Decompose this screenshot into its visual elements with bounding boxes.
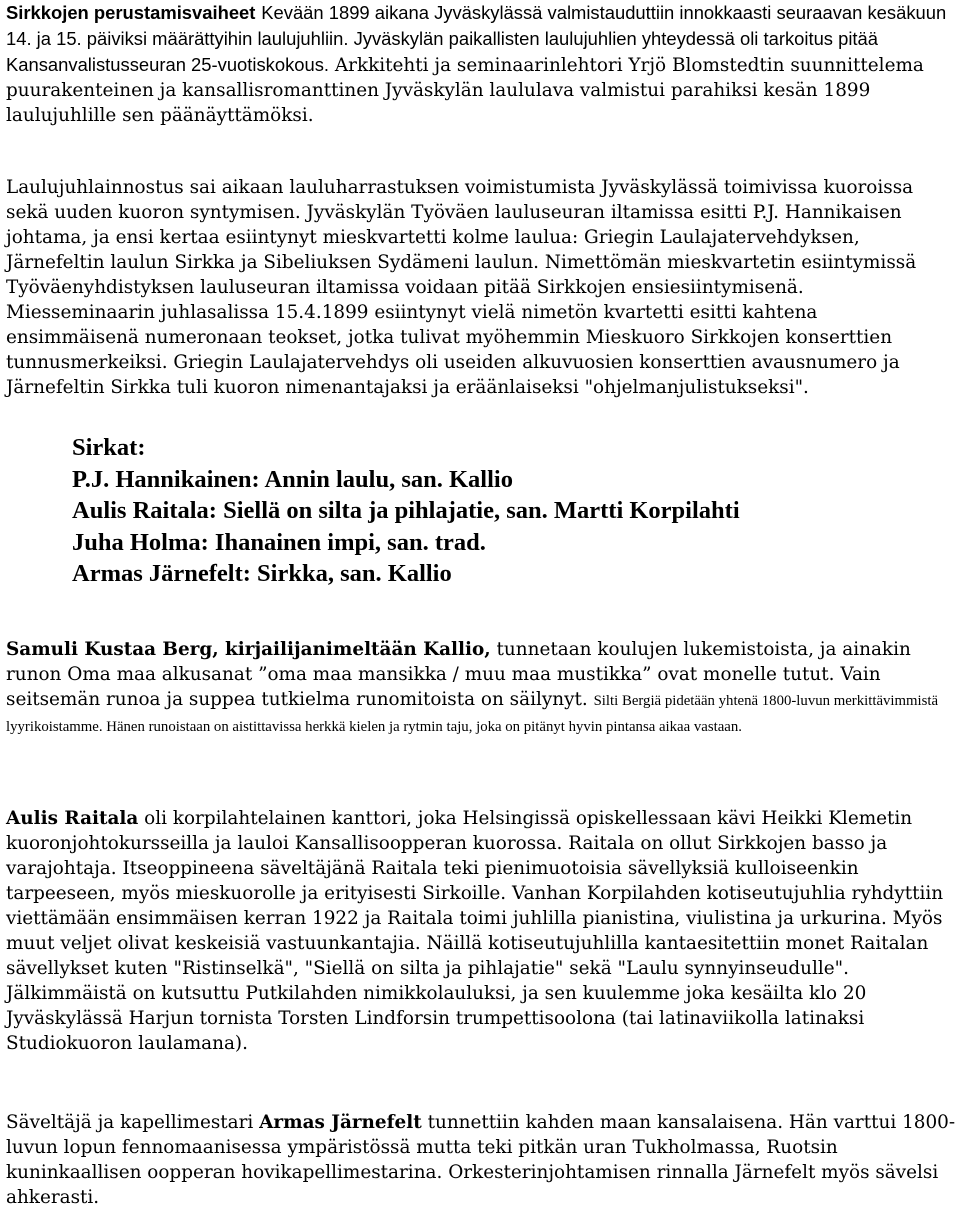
sirkat-item: Juha Holma: Ihanainen impi, san. trad. (72, 528, 486, 556)
kallio-name: Samuli Kustaa Berg, kirjailijanimeltään Kallio, (6, 639, 491, 660)
jarnefelt-pre: Säveltäjä ja kapellimestari (6, 1112, 254, 1133)
raitala-paragraph (6, 806, 956, 1056)
kallio-paragraph (6, 637, 956, 739)
founding-paragraph (6, 0, 956, 128)
sirkat-list (72, 432, 956, 590)
song-festival-paragraph (6, 175, 956, 400)
raitala-text: oli korpilahtelainen kanttori, joka Helsingissä opiskellessaan kävi Heikki Klemetin kuoronjohtokursseilla ja lauloi Kansallisoopperan kuorossa. Raitala on ollut Sirkkojen basso ja varajohtaja. Itseoppineena säveltäjänä Raitala teki pienimuotoisia sävellyksiä kulloiseenkin tarpeeseen, myös mieskuorolle ja erityisesti Sirkoille. Vanhan Korpilahden kotiseutujuhlia ryhdyttiin viettämään ensimmäisen kerran 1922 ja Raitala toimi juhlilla pianistina, viulistina ja urkurina. Myös muut veljet olivat keskeisiä vastuunkantajia. Näillä kotiseutujuhlilla kantaesitettiin monet Raitalan sävellykset kuten "Ristinselkä", "Siellä on silta ja pihlajatie" sekä "Laulu synnyinseudulle". Jälkimmäistä on kutsuttu Putkilahden nimikkolauluksi, ja sen kuulemme joka kesäilta klo 20 Jyväskylässä Harjun tornista Torsten Lindforsin trumpettisoolona (tai latinaviikolla latinaksi Studiokuoron laulamana). (6, 808, 944, 1054)
founding-heading: Sirkkojen perustamisvaiheet (6, 2, 256, 23)
festival-text-b: Nimettömän mieskvartetin esiintymissä Työväenyhdistyksen lauluseuran iltamissa voidaan pitää Sirkkojen ensiesiintymisenä. (6, 252, 917, 298)
jarnefelt-text: tunnettiin kahden maan kansalaisena. Hän varttui 1800-luvun lopun fennomaanisessa ympäristössä mutta teki pitkän uran Tukholmassa, Ruotsin kuninkaallisen oopperan hovikapellimestarina. Orkesterinjohtamisen rinnalla Järnefelt myös sävelsi ahkerasti. (6, 1112, 956, 1208)
jarnefelt-paragraph (6, 1110, 956, 1210)
kallio-small-text: Silti Bergiä pidetään yhtenä 1800-luvun merkittävimmistä lyyrikoistamme. Hänen runoistaan on aistittavissa herkkä kielen ja rytmin taju, joka on pitänyt hyvin pintansa aikaa vastaan. (6, 693, 939, 735)
sirkat-item: P.J. Hannikainen: Annin laulu, san. Kallio (72, 465, 513, 493)
festival-text-c: Miesseminaarin juhlasalissa 15.4.1899 esiintynyt vielä nimetön kvartetti esitti kahtena ensimmäisenä numeronaan teokset, jotka tulivat myöhemmin Mieskuoro Sirkkojen konserttien tunnusmerkeiksi. (6, 302, 893, 373)
sirkat-title: Sirkat: (72, 434, 146, 461)
kallio-text2: Vain seitsemän runoa ja suppea tutkielma runomitoista on säilynyt. (6, 664, 881, 710)
festival-text-a: Laulujuhlainnostus sai aikaan lauluharrastuksen voimistumista Jyväskylässä toimivissa kuoroissa sekä uuden kuoron syntymisen. Jyväskylän Työväen lauluseuran iltamissa esitti P.J. Hannikaisen johtama, ja ensi kertaa esiintynyt mieskvartetti kolme laulua: Griegin Laulajatervehdyksen, Järnefeltin laulun Sirkka ja Sibeliuksen Sydämeni laulun. (6, 177, 914, 273)
kallio-text1: tunnetaan koulujen lukemistoista, ja ainakin runon Oma maa alkusanat ”oma maa mansikka / muu maa mustikka” ovat monelle tutut. (6, 639, 911, 685)
founding-text-part2: Arkkitehti ja seminaarinlehtori Yrjö Blomstedtin suunnittelema puurakenteinen ja kansallisromanttinen Jyväskylän laululava valmistui parahiksi kesän 1899 laulujuhlille sen päänäyttämöksi. (6, 55, 924, 126)
sirkat-item: Aulis Raitala: Siellä on silta ja pihlajatie, san. Martti Korpilahti (72, 497, 740, 524)
founding-text-part1: Kevään 1899 aikana Jyväskylässä valmistauduttiin innokkaasti seuraavan kesäkuun 14. ja 15. päiviksi määrättyihin laulujuhliin. Jyväskylän paikallisten laulujuhlien yhteydessä oli tarkoitus pitää Kansanvalistusseuran 25-vuotiskokous. (6, 2, 947, 75)
sirkat-item: Armas Järnefelt: Sirkka, san. Kallio (72, 560, 452, 587)
raitala-name: Aulis Raitala (6, 808, 139, 829)
festival-text-d: Griegin Laulajatervehdys oli useiden alkuvuosien konserttien avausnumero ja Järnefeltin Sirkka tuli kuoron nimenantajaksi ja eräänlaiseksi "ohjelmanjulistukseksi". (6, 352, 900, 398)
jarnefelt-name: Armas Järnefelt (259, 1112, 422, 1133)
